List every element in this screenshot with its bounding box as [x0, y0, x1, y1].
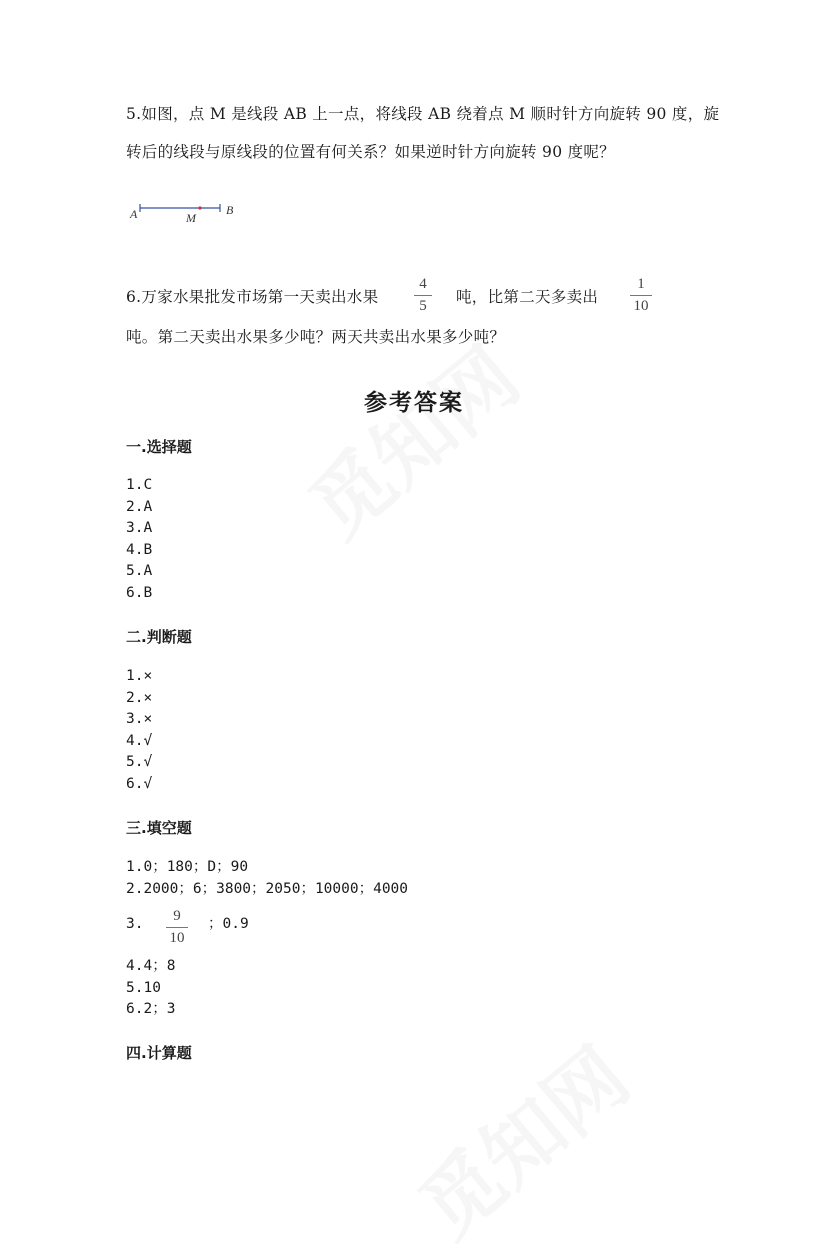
- fraction-numerator: 1: [637, 276, 645, 292]
- question-5-line-1: 5.如图，点 M 是线段 AB 上一点，将线段 AB 绕着点 M 顺时针方向旋转 90 度，旋: [126, 105, 720, 123]
- answer-item: 6.2；3: [126, 1001, 176, 1018]
- answer-title: 参考答案: [364, 390, 464, 416]
- answer-list-judge: [126, 666, 152, 796]
- answer-item: 5.10: [126, 979, 161, 996]
- answer-item: 6.√: [126, 775, 153, 792]
- fraction-denominator: 5: [419, 298, 427, 314]
- label-b: B: [226, 203, 234, 217]
- fraction-9-10: [166, 908, 188, 947]
- fraction-numerator: 9: [173, 908, 181, 924]
- question-6-part-1: 6.万家水果批发市场第一天卖出水果: [126, 288, 379, 306]
- fraction-denominator: 10: [633, 298, 649, 314]
- label-m: M: [186, 211, 196, 225]
- answer-list-choice: [126, 475, 152, 605]
- answer-item: 2.2000；6；3800；2050；10000；4000: [126, 880, 409, 897]
- watermark: [391, 1016, 649, 1258]
- segment-ab-figure: [120, 194, 250, 234]
- answer-item-fill-3-prefix: 3.: [126, 916, 144, 932]
- fraction-bar: [630, 295, 652, 296]
- fraction-1-10: [630, 276, 652, 315]
- answer-item: 5.√: [126, 754, 153, 771]
- answer-item: 5.A: [126, 563, 153, 580]
- section-heading-fill: 三.填空题: [126, 819, 192, 837]
- answer-list-fill: [126, 857, 408, 900]
- section-heading-calc: 四.计算题: [126, 1044, 192, 1062]
- watermark: [281, 316, 539, 558]
- answer-item: 4.4；8: [126, 958, 176, 974]
- fraction-4-5: [414, 276, 432, 315]
- answer-item: 1.C: [126, 477, 153, 493]
- point-m: [198, 206, 201, 209]
- label-a: A: [130, 207, 138, 221]
- answer-list-fill-after: [126, 956, 175, 1021]
- answer-item: 4.B: [126, 541, 153, 558]
- answer-item-fill-3-suffix: ；0.9: [208, 916, 249, 932]
- answer-item: 2.A: [126, 498, 153, 515]
- question-6-line-2: 吨。第二天卖出水果多少吨？两天共卖出水果多少吨？: [126, 328, 506, 346]
- answer-item: 3.A: [126, 520, 153, 537]
- fraction-numerator: 4: [419, 276, 427, 292]
- answer-item: 3.×: [126, 711, 153, 728]
- answer-item: 2.×: [126, 689, 153, 706]
- fraction-bar: [414, 295, 432, 296]
- answer-item: 6.B: [126, 584, 153, 601]
- section-heading-judge: 二.判断题: [126, 628, 192, 646]
- answer-item: 1.×: [126, 668, 153, 684]
- question-5-line-2: 转后的线段与原线段的位置有何关系？如果逆时针方向旋转 90 度呢？: [126, 143, 615, 161]
- fraction-bar: [166, 927, 188, 928]
- section-heading-choice: 一.选择题: [126, 438, 192, 456]
- answer-item: 4.√: [126, 732, 153, 749]
- fraction-denominator: 10: [169, 930, 185, 946]
- question-6-part-2: 吨，比第二天多卖出: [456, 288, 599, 306]
- answer-item: 1.0；180；D；90: [126, 859, 249, 875]
